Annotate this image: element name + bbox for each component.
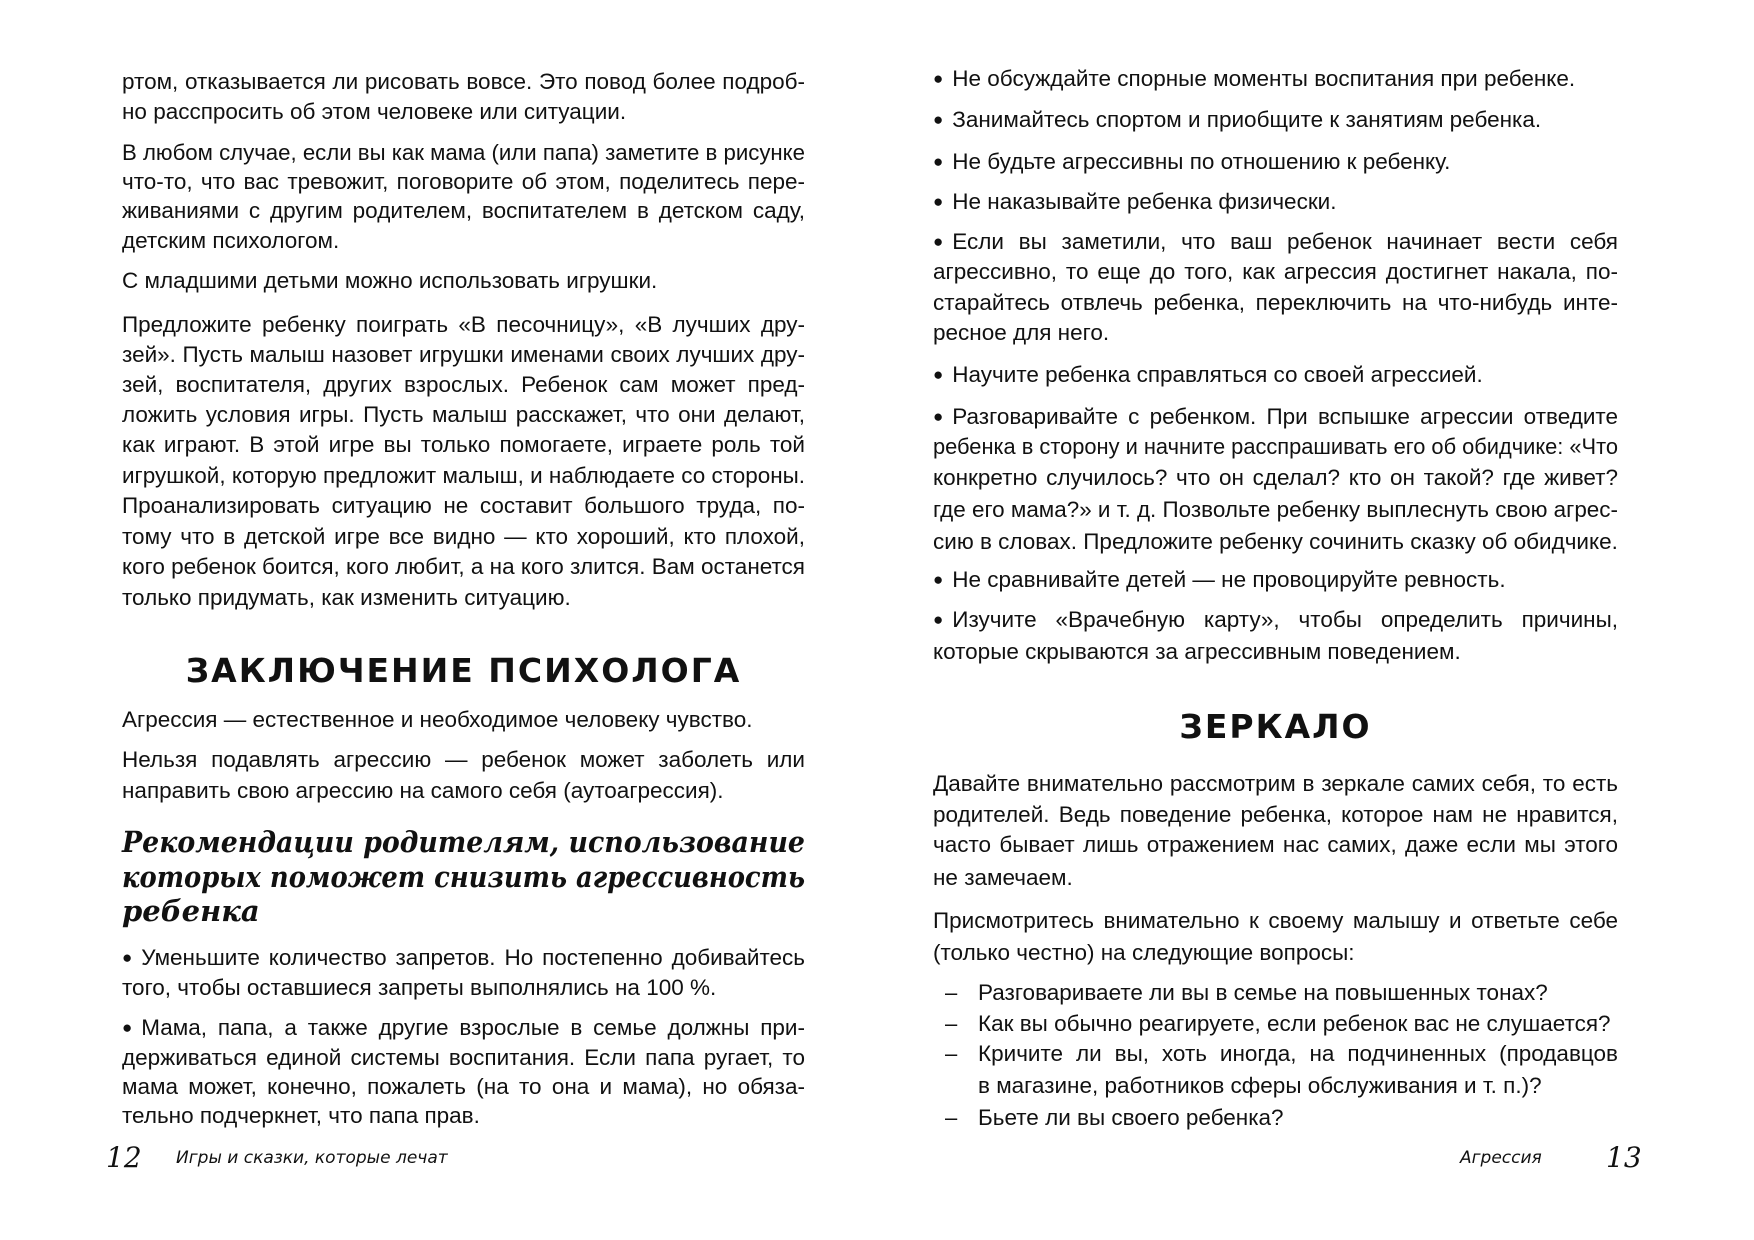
running-title: Игры и сказки, которые лечат (176, 1148, 448, 1168)
text-line: которые скрываются за агрессивным поведением. (933, 639, 1461, 664)
question-item: Кричите ли вы, хоть иногда, на подчиненных (продавцов (978, 1041, 1618, 1066)
text-line: В любом случае, если вы как мама (или папа) заметите в рисунке (122, 140, 805, 165)
subsection-heading-line: Рекомендации родителям, использование (122, 825, 805, 859)
subsection-heading-line: ребенка (122, 894, 260, 928)
text-line: (только честно) на следующие вопросы: (933, 940, 1355, 965)
bullet-icon: ● (122, 1018, 133, 1037)
list-item (933, 360, 1618, 390)
text-line: того, чтобы оставшиеся запреты выполнялись на 100 %. (122, 975, 717, 1000)
bullet-icon: ● (933, 152, 944, 171)
running-title: Агрессия (1460, 1148, 1542, 1168)
text-line: Научите ребенка справляться со своей агрессией. (952, 362, 1483, 387)
subsection-heading-line: которых поможет снизить агрессивность (122, 860, 805, 894)
bullet-icon: ● (122, 948, 133, 967)
bullet-icon: ● (933, 407, 944, 426)
text-line: тому что в детской игре все видно — кто хороший, кто плохой, (122, 524, 805, 549)
dash-marker: – (945, 980, 958, 1005)
text-line: зей, воспитателя, других взрослых. Ребенок сам может пред- (122, 372, 805, 397)
text-line: что-то, что вас тревожит, поговорите об этом, поделитесь пере- (122, 169, 805, 194)
text-line: направить свою агрессию на самого себя (аутоагрессия). (122, 778, 724, 803)
text-line: Не сравнивайте детей — не провоцируйте ревность. (952, 567, 1506, 592)
text-line: сию в словах. Предложите ребенку сочинить сказку об обидчике. (933, 529, 1618, 554)
section-heading: ЗЕРКАЛО (1179, 707, 1372, 746)
text-line: игрушкой, которую предложит малыш, и наблюдаете со стороны. (122, 463, 805, 488)
bullet-icon: ● (933, 110, 944, 129)
text-line: Если вы заметили, что ваш ребенок начинает вести себя (952, 229, 1618, 254)
list-item (933, 605, 1618, 635)
list-item (933, 402, 1618, 432)
text-line: как играют. В этой игре вы только помогаете, играете роль той (122, 432, 805, 457)
dash-marker: – (945, 1105, 958, 1130)
list-item (933, 105, 1618, 135)
text-line: Мама, папа, а также другие взрослые в семье должны при- (141, 1015, 805, 1040)
text-line: Не наказывайте ребенка физически. (952, 189, 1337, 214)
text-line: кого ребенок боится, кого любит, а на кого злится. Вам останется (122, 554, 805, 579)
list-item (933, 64, 1618, 94)
text-line: Занимайтесь спортом и приобщите к занятиям ребенка. (952, 107, 1542, 132)
text-line: ребенка в сторону и начните расспрашивать его об обидчике: «Что (933, 434, 1618, 459)
text-line: ложить условия игры. Пусть малыш расскажет, что они делают, (122, 402, 805, 427)
text-line: зей». Пусть малыш назовет игрушки именами своих лучших дру- (122, 342, 805, 367)
bullet-icon: ● (933, 232, 944, 251)
bullet-icon: ● (933, 192, 944, 211)
text-line: живаниями с другим родителем, воспитателем в детском саду, (122, 198, 805, 223)
text-line: Изучите «Врачебную карту», чтобы определить причины, (952, 607, 1618, 632)
bullet-icon: ● (933, 570, 944, 589)
text-line: Не обсуждайте спорные моменты воспитания при ребенке. (952, 66, 1576, 91)
bullet-icon: ● (933, 365, 944, 384)
text-line: агрессивно, то еще до того, как агрессия достигнет накала, по- (933, 259, 1618, 284)
dash-marker: – (945, 1011, 958, 1036)
dash-marker: – (945, 1041, 958, 1066)
list-item (933, 147, 1618, 177)
text-line: Агрессия — естественное и необходимое человеку чувство. (122, 707, 753, 732)
section-heading: ЗАКЛЮЧЕНИЕ ПСИХОЛОГА (185, 651, 742, 690)
text-line: конкретно случилось? что он сделал? кто он такой? где живет? (933, 465, 1618, 490)
list-item (933, 187, 1618, 217)
text-line: Давайте внимательно рассмотрим в зеркале самих себя, то есть (933, 771, 1618, 796)
text-line: Уменьшите количество запретов. Но постепенно добивайтесь (141, 945, 805, 970)
text-line: но расспросить об этом человеке или ситуации. (122, 99, 627, 124)
text-line: Предложите ребенку поиграть «В песочницу», «В лучших дру- (122, 312, 805, 337)
question-item: Как вы обычно реагируете, если ребенок вас не слушается? (978, 1011, 1611, 1036)
text-line: тельно подчеркнет, что папа прав. (122, 1103, 480, 1128)
list-item (122, 943, 805, 973)
text-line: мама может, конечно, пожалеть (на то она и мама), но обяза- (122, 1074, 805, 1099)
question-item: Бьете ли вы своего ребенка? (978, 1105, 1284, 1130)
text-line: ресное для него. (933, 320, 1110, 345)
text-line: Разговаривайте с ребенком. При вспышке агрессии отведите (952, 404, 1618, 429)
text-line: Нельзя подавлять агрессию — ребенок может заболеть или (122, 747, 805, 772)
text-line: держиваться единой системы воспитания. Если папа ругает, то (122, 1045, 805, 1070)
text-line: только придумать, как изменить ситуацию. (122, 585, 571, 610)
bullet-icon: ● (933, 610, 944, 629)
page-number: 13 (1606, 1141, 1642, 1174)
list-item (122, 1013, 805, 1043)
question-item-continued: в магазине, работников сферы обслуживания и т. п.)? (978, 1073, 1542, 1098)
page-number: 12 (106, 1141, 142, 1174)
text-line: Проанализировать ситуацию не составит большого труда, по- (122, 493, 805, 518)
text-line: ртом, отказывается ли рисовать вовсе. Это повод более подроб- (122, 69, 805, 94)
text-line: не замечаем. (933, 865, 1073, 890)
text-line: часто бывает лишь отражением нас самих, даже если мы этого (933, 832, 1618, 857)
text-line: старайтесь отвлечь ребенка, переключить на что-нибудь инте- (933, 290, 1618, 315)
list-item (933, 565, 1618, 595)
text-line: Не будьте агрессивны по отношению к ребенку. (952, 149, 1451, 174)
bullet-icon: ● (933, 69, 944, 88)
text-line: Присмотритесь внимательно к своему малышу и ответьте себе (933, 908, 1618, 933)
text-line: детским психологом. (122, 228, 340, 253)
text-line: где его мама?» и т. д. Позвольте ребенку выплеснуть свою агрес- (933, 497, 1618, 522)
list-item (933, 227, 1618, 257)
question-item: Разговариваете ли вы в семье на повышенных тонах? (978, 980, 1548, 1005)
text-line: С младшими детьми можно использовать игрушки. (122, 268, 658, 293)
text-line: родителей. Ведь поведение ребенка, которое нам не нравится, (933, 802, 1618, 827)
